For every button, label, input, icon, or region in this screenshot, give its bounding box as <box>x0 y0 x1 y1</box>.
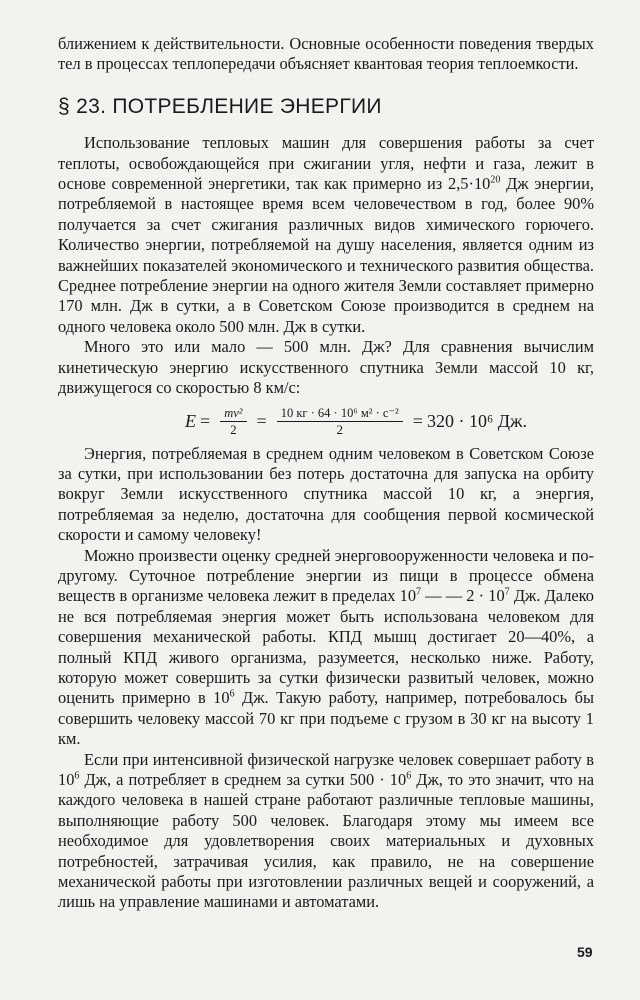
exponent: 6 <box>406 770 412 782</box>
paragraph-text: Дж, то это значит, что на каждого человека в нашей стране работают различные тепловые машины, выполняющие работу 500 человек. Благодаря этому мы имеем все необходимое для удовлетворения своих материальных и духовных потребностей, затрачивая усилия, как правило, не на совершение механической работы при изготовлении различных вещей и сооружений, а лишь на управление машинами и автоматами. <box>58 770 594 912</box>
paragraph-text: Дж. Такую работу, например, потребовалось бы совершить человеку массой 70 кг при подъеме с грузом в 30 кг на высоту 1 км. <box>58 688 594 749</box>
paragraph-text: Дж, а потребляет в среднем за сутки 500 · 10 <box>79 770 407 789</box>
exponent: 7 <box>416 586 422 598</box>
paragraph-text: — — 2 · 10 <box>421 586 505 606</box>
formula-result: 320 · 10⁶ Дж. <box>426 410 527 431</box>
paragraph-satellite: Энергия, потребляемая в среднем одним человеком в Советском Союзе за сутки, при использовании без потерь достаточна для запуска на орбиту вокруг Земли искусственного спутника массой 10 кг, а энергия, потребляемая за неделю, достаточна для сообщения первой космической скорости и самому человеку! <box>58 443 594 545</box>
fraction-mv2 <box>220 405 246 438</box>
exponent: 6 <box>74 770 80 782</box>
paragraph-text: Можно произвести оценку средней энерговооруженности человека и по-другому. Суточное потребление энергии из пищи в процессе обмена веществ в организме человека лежит в пределах 10 <box>58 545 594 606</box>
kinetic-energy-formula <box>118 405 594 438</box>
intro-paragraph: ближением к действительности. Основные особенности поведения твердых тел в процессах теплопередачи объясняет квантовая теория теплоемкости. <box>58 34 594 74</box>
exponent: 7 <box>504 586 510 598</box>
fraction-numerator: 10 кг · 64 · 10⁶ м² · с⁻² <box>277 405 403 422</box>
paragraph-energy-usage <box>58 133 594 337</box>
formula-lhs: E <box>185 410 197 431</box>
section-heading: § 23. ПОТРЕБЛЕНИЕ ЭНЕРГИИ <box>58 94 382 118</box>
exponent: 6 <box>229 688 235 700</box>
paragraph-comparison: Много это или мало — 500 млн. Дж? Для сравнения вычислим кинетическую энергию искусственного спутника Земли массой 10 кг, движущегося со скоростью 8 км/с: <box>58 337 594 398</box>
paragraph-text: Дж. Далеко не вся потребляемая энергия может быть использована человеком для совершения механической работы. КПД мышц достигает 20—40%, а полный КПД живого организма, разумеется, несколько ниже. Работу, которую может совершить за сутки физически развитый человек, можно оценить примерно в 10 <box>58 586 594 708</box>
fraction-values <box>277 405 403 438</box>
fraction-denominator: 2 <box>336 421 343 437</box>
equals-sign: = <box>256 410 267 431</box>
paragraph-machines <box>58 750 594 913</box>
equals-sign: = <box>200 410 211 431</box>
paragraph-text: Использование тепловых машин для совершения работы за счет теплоты, освобождающейся при сжигании угля, нефти и газа, лежит в основе современной энергетики, так как примерно из 2,5·10 <box>58 133 594 194</box>
fraction-denominator: 2 <box>230 421 237 437</box>
equals-sign: = <box>412 410 423 431</box>
page-content <box>58 34 594 913</box>
page-number: 59 <box>577 944 593 960</box>
exponent: 20 <box>490 174 501 186</box>
paragraph-text: Дж энергии, потребляемой в настоящее время всем человечеством в год, более 90% получается за счет сжигания различных видов химического горючего. Количество энергии, потребляемой на душу населения, является одним из важнейших показателей экономического и технического развития общества. Среднее потребление энергии на одного жителя Земли составляет примерно 170 млн. Дж в сутки, а в Советском Союзе производится в среднем на одного человека около 500 млн. Дж в сутки. <box>58 174 595 336</box>
paragraph-human-energy <box>58 546 594 750</box>
paragraph-text: Если при интенсивной физической нагрузке человек совершает работу в 10 <box>58 749 594 789</box>
fraction-numerator: mv² <box>220 405 246 422</box>
